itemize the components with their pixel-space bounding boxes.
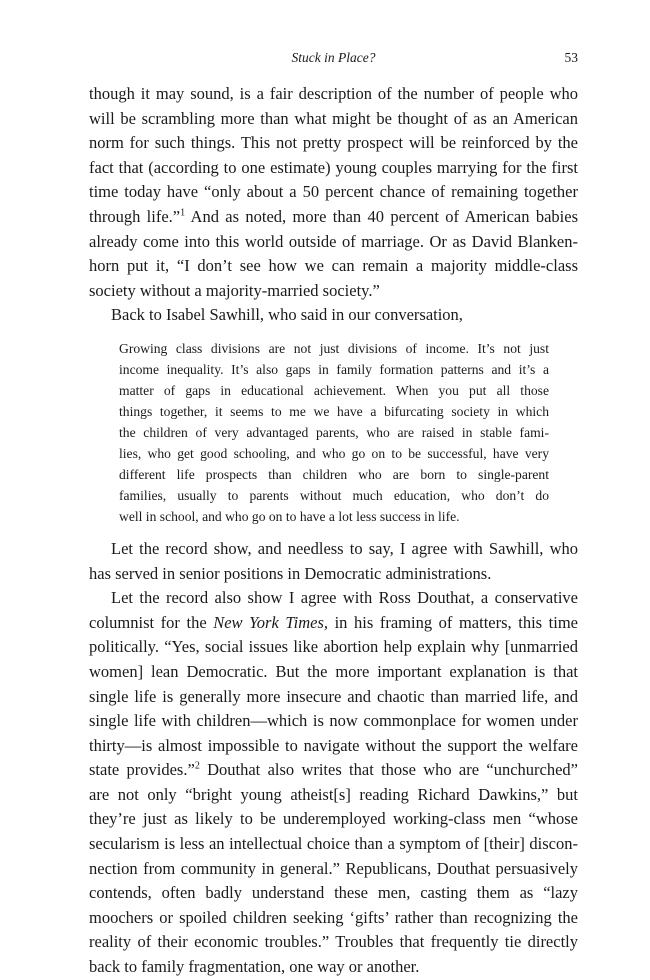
block-quote xyxy=(119,338,549,527)
text-line: single life is generally more insecure and chaotic than married life, and xyxy=(89,686,578,706)
text-line: back to family fragmentation, one way or another. xyxy=(89,957,420,977)
text-line: fact that (according to one estimate) young couples marrying for the first xyxy=(89,157,578,177)
quote-line: things together, it seems to me we have a bifurcating society in which xyxy=(119,403,549,419)
text-line: will be scrambling more than what might be thought of as an American xyxy=(89,108,578,128)
text-line: already come into this world outside of marriage. Or as David Blanken- xyxy=(89,231,578,251)
text-line: secularism is less an intellectual choice than a symptom of [their] discon- xyxy=(89,834,578,854)
paragraph-sawhill xyxy=(89,537,578,586)
footnote-marker: 2 xyxy=(194,760,200,772)
text-line: Back to Isabel Sawhill, who said in our conversation, xyxy=(111,305,463,325)
footnote-marker: 1 xyxy=(180,207,186,219)
text-segment: state provides.” xyxy=(89,760,195,780)
text-line: contends, often badly understand these men, casting them as “lazy xyxy=(89,883,578,903)
quote-line: well in school, and who go on to have a lot less success in life. xyxy=(119,508,460,524)
text-line: reality of their economic troubles.” Troubles that frequently tie directly xyxy=(89,932,578,952)
text-segment: in his framing of matters, this time xyxy=(328,612,578,632)
text-line: though it may sound, is a fair description of the number of people who xyxy=(89,84,578,103)
text-line: norm for such things. This not pretty prospect will be reinforced by the xyxy=(89,133,578,153)
quote-line: lies, who get good schooling, and who go on to be successful, have very xyxy=(119,445,549,461)
quote-line: matter of gaps in educational achievement. When you put all those xyxy=(119,382,549,398)
text-line: horn put it, “I don’t see how we can remain a majority middle-class xyxy=(89,256,578,276)
quote-line: different life prospects than children who are born to single-parent xyxy=(119,466,549,482)
text-line xyxy=(89,611,578,636)
running-title: Stuck in Place? xyxy=(291,50,376,65)
text-line: has served in senior positions in Democratic administrations. xyxy=(89,563,492,583)
running-header xyxy=(89,50,578,70)
body-text xyxy=(89,82,578,980)
quote-line: families, usually to parents without much education, who don’t do xyxy=(119,487,549,503)
text-line: moochers or spoiled children seeking ‘gifts’ rather than recognizing the xyxy=(89,907,578,927)
text-line: politically. “Yes, social issues like abortion help explain why [unmarried xyxy=(89,637,578,657)
paragraph-continued xyxy=(89,82,578,303)
paragraph-intro-quote xyxy=(89,303,578,328)
text-line: are not only “bright young atheist[s] reading Richard Dawkins,” but xyxy=(89,784,578,804)
text-line: time today have “only about a 50 percent chance of remaining together xyxy=(89,182,578,202)
text-line: thirty—is almost impossible to navigate without the support the welfare xyxy=(89,735,578,755)
publication-title: New York Times, xyxy=(213,612,329,632)
text-line: single life with children—which is now commonplace for women under xyxy=(89,711,578,731)
text-line xyxy=(89,758,578,783)
text-line: society without a majority-married society.” xyxy=(89,280,380,300)
text-line: they’re just as likely to be underemployed working-class men “whose xyxy=(89,809,578,829)
page-number: 53 xyxy=(564,50,578,65)
text-line: nection from community in general.” Republicans, Douthat persuasively xyxy=(89,858,578,878)
text-segment: columnist for the xyxy=(89,612,214,632)
quote-line: the children of very advantaged parents, who are raised in stable fami- xyxy=(119,424,549,440)
text-line: Let the record also show I agree with Ross Douthat, a conservative xyxy=(111,588,578,608)
quote-line: Growing class divisions are not just divisions of income. It’s not just xyxy=(119,340,549,356)
text-line: Let the record show, and needless to say, I agree with Sawhill, who xyxy=(111,538,578,558)
text-line xyxy=(89,205,578,230)
text-line: women] lean Democratic. But the more important explanation is that xyxy=(89,661,578,681)
paragraph-douthat xyxy=(89,586,578,980)
text-segment: Douthat also writes that those who are “unchurched” xyxy=(199,760,578,780)
text-segment: And as noted, more than 40 percent of American babies xyxy=(185,206,578,226)
text-segment: through life.” xyxy=(89,206,181,226)
quote-line: income inequality. It’s also gaps in family formation patterns and it’s a xyxy=(119,361,549,377)
